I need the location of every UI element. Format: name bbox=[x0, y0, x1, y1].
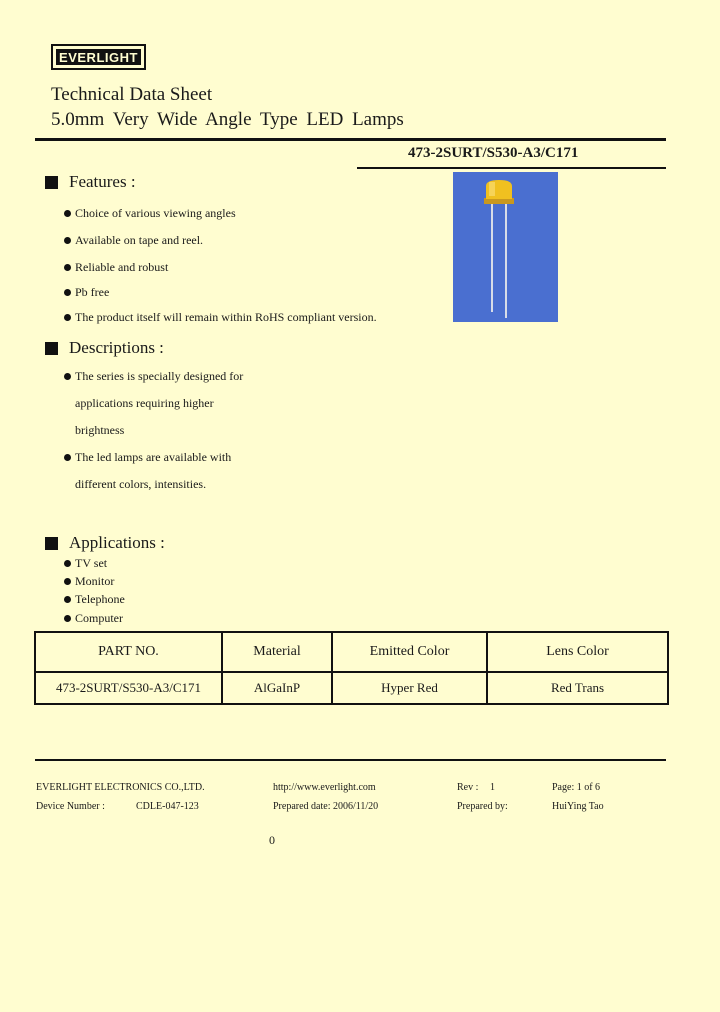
feature-item-text: Pb free bbox=[75, 285, 110, 299]
feature-item-text: Available on tape and reel. bbox=[75, 233, 204, 247]
feature-item bbox=[64, 206, 236, 221]
table-cell: Hyper Red bbox=[332, 672, 487, 704]
device-number-label: Device Number : bbox=[36, 801, 105, 812]
description-text: The led lamps are available with bbox=[75, 450, 232, 464]
prepared-by-value: HuiYing Tao bbox=[552, 801, 604, 812]
application-text: Computer bbox=[75, 611, 123, 625]
company-name: EVERLIGHT ELECTRONICS CO.,LTD. bbox=[36, 782, 205, 793]
feature-item-text: Choice of various viewing angles bbox=[75, 206, 236, 220]
feature-item bbox=[64, 260, 168, 275]
square-bullet-icon bbox=[45, 342, 58, 355]
round-bullet-icon bbox=[64, 578, 71, 585]
table-cell: AlGaInP bbox=[222, 672, 332, 704]
application-text: Telephone bbox=[75, 592, 125, 606]
device-number-value: CDLE-047-123 bbox=[136, 801, 199, 812]
table-cell: Red Trans bbox=[487, 672, 668, 704]
applications-heading-text: Applications : bbox=[69, 533, 165, 552]
square-bullet-icon bbox=[45, 176, 58, 189]
table-header-row bbox=[35, 632, 668, 672]
round-bullet-icon bbox=[64, 210, 71, 217]
round-bullet-icon bbox=[64, 615, 71, 622]
round-bullet-icon bbox=[64, 596, 71, 603]
table-cell: 473-2SURT/S530-A3/C171 bbox=[35, 672, 222, 704]
part-number-underline bbox=[357, 167, 666, 169]
round-bullet-icon bbox=[64, 237, 71, 244]
description-line bbox=[64, 369, 243, 384]
rev-value: 1 bbox=[490, 782, 495, 793]
application-item bbox=[64, 611, 123, 626]
prepared-by-label: Prepared by: bbox=[457, 801, 508, 812]
logo-text: EVERLIGHT bbox=[55, 48, 142, 66]
document-subtitle: 5.0mm Very Wide Angle Type LED Lamps bbox=[51, 109, 404, 130]
round-bullet-icon bbox=[64, 314, 71, 321]
title-divider bbox=[35, 138, 666, 141]
footer-divider bbox=[35, 759, 666, 761]
application-item bbox=[64, 574, 114, 589]
round-bullet-icon bbox=[64, 560, 71, 567]
descriptions-heading-text: Descriptions : bbox=[69, 338, 164, 357]
description-line: applications requiring higher bbox=[75, 396, 214, 410]
description-text: The series is specially designed for bbox=[75, 369, 244, 383]
feature-item bbox=[64, 233, 203, 248]
table-row bbox=[35, 672, 668, 704]
part-number-header: 473-2SURT/S530-A3/C171 bbox=[408, 145, 579, 161]
application-item bbox=[64, 556, 107, 571]
feature-item bbox=[64, 285, 109, 300]
features-heading-text: Features : bbox=[69, 172, 136, 191]
description-line bbox=[64, 450, 231, 465]
application-item bbox=[64, 592, 125, 607]
website-link[interactable]: http://www.everlight.com bbox=[273, 782, 376, 793]
document-title: Technical Data Sheet bbox=[51, 84, 213, 105]
parts-table bbox=[34, 631, 669, 705]
round-bullet-icon bbox=[64, 264, 71, 271]
led-lamp-photo-icon bbox=[453, 172, 558, 322]
round-bullet-icon bbox=[64, 454, 71, 461]
round-bullet-icon bbox=[64, 289, 71, 296]
everlight-logo bbox=[51, 44, 146, 70]
description-line: brightness bbox=[75, 423, 125, 437]
feature-item-text: Reliable and robust bbox=[75, 260, 169, 274]
round-bullet-icon bbox=[64, 373, 71, 380]
page-number: 0 bbox=[269, 833, 275, 847]
table-header-cell: PART NO. bbox=[35, 632, 222, 672]
prepared-date: Prepared date: 2006/11/20 bbox=[273, 801, 379, 812]
table-header-cell: Emitted Color bbox=[332, 632, 487, 672]
descriptions-heading bbox=[45, 338, 164, 358]
page-indicator: Page: 1 of 6 bbox=[552, 782, 601, 793]
table-header-cell: Material bbox=[222, 632, 332, 672]
feature-item-text: The product itself will remain within RoHS compliant version. bbox=[75, 310, 377, 324]
description-line: different colors, intensities. bbox=[75, 477, 207, 491]
application-text: TV set bbox=[75, 556, 108, 570]
features-heading bbox=[45, 172, 136, 192]
applications-heading bbox=[45, 533, 165, 553]
application-text: Monitor bbox=[75, 574, 115, 588]
rev-label: Rev : bbox=[457, 782, 479, 793]
table-header-cell: Lens Color bbox=[487, 632, 668, 672]
square-bullet-icon bbox=[45, 537, 58, 550]
feature-item bbox=[64, 310, 377, 325]
